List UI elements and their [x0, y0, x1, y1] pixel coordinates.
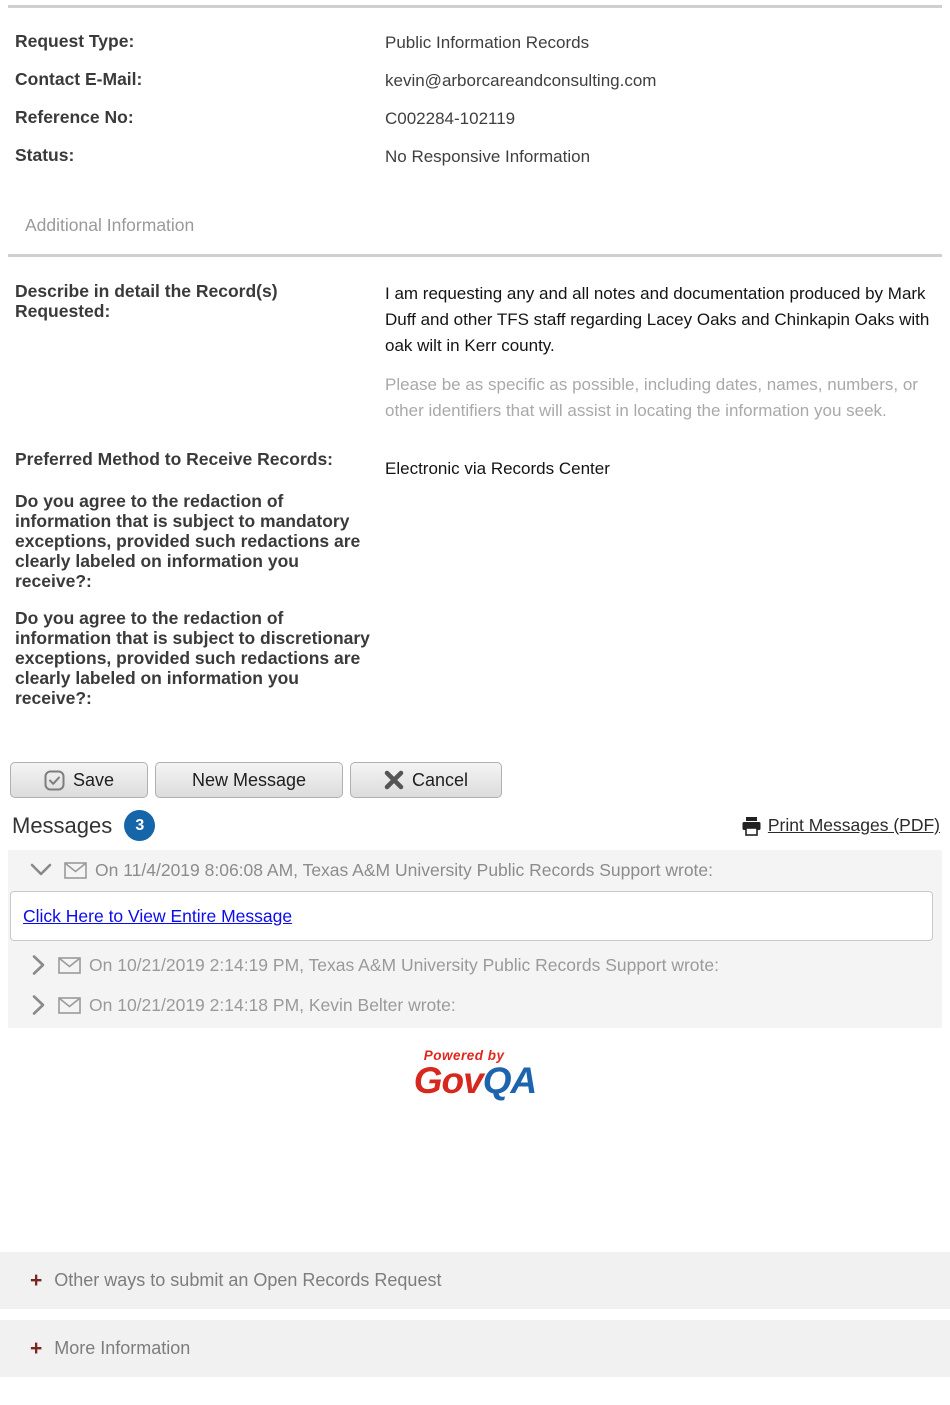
field-row-reference-no	[0, 107, 950, 145]
messages-panel	[8, 850, 942, 1028]
field-value: No Responsive Information	[385, 147, 591, 166]
request-details	[0, 281, 950, 708]
field-row-request-type	[0, 31, 950, 69]
message-header-text: On 10/21/2019 2:14:18 PM, Kevin Belter wrote:	[89, 994, 456, 1015]
message-body	[10, 891, 933, 941]
messages-title: Messages	[12, 812, 113, 838]
cancel-button[interactable]	[350, 762, 502, 798]
detail-row-redaction-discretionary	[0, 608, 950, 708]
describe-hint: Please be as specific as possible, including dates, names, numbers, or other identifiers that will assist in locating the information you seek.	[385, 375, 918, 420]
govqa-wordmark	[413, 1060, 537, 1101]
chevron-right-icon	[30, 994, 46, 1016]
additional-information-toggle[interactable]: Additional Information	[25, 215, 195, 235]
message-row-collapsed[interactable]	[8, 985, 942, 1025]
describe-value: I am requesting any and all notes and documentation produced by Mark Duff and other TFS staff regarding Lacey Oaks and Chinkapin Oaks with oak wilt in Kerr county.	[385, 284, 930, 355]
field-label: Status:	[15, 145, 75, 165]
govqa-logo	[414, 1048, 536, 1099]
action-toolbar	[0, 762, 950, 798]
preferred-method-value: Electronic via Records Center	[385, 459, 610, 478]
describe-label: Describe in detail the Record(s) Requested:	[15, 281, 278, 321]
envelope-icon	[58, 997, 81, 1014]
cancel-button-label: Cancel	[411, 769, 469, 790]
preferred-method-value-block	[370, 449, 950, 479]
save-button[interactable]	[10, 762, 148, 798]
printer-icon	[741, 816, 762, 836]
field-label: Reference No:	[15, 107, 134, 127]
print-messages-link[interactable]	[741, 815, 940, 836]
govqa-branding	[0, 1048, 950, 1099]
envelope-icon	[64, 862, 87, 879]
powered-by-text: Powered by	[423, 1048, 505, 1063]
detail-row-describe	[0, 281, 950, 424]
messages-count-badge: 3	[124, 810, 155, 841]
message-row-expanded[interactable]	[8, 850, 942, 890]
accordion-more-information[interactable]	[0, 1320, 950, 1377]
message-header-text: On 11/4/2019 8:06:08 AM, Texas A&M University Public Records Support wrote:	[95, 859, 714, 880]
request-detail-page	[0, 5, 950, 1377]
field-value: kevin@arborcareandconsulting.com	[385, 71, 657, 90]
plus-icon: +	[30, 1268, 43, 1292]
accordion-label: Other ways to submit an Open Records Request	[54, 1270, 442, 1290]
accordion-label: More Information	[54, 1338, 191, 1358]
print-messages-label: Print Messages (PDF)	[767, 815, 940, 835]
messages-header	[0, 810, 950, 841]
field-row-contact-email	[0, 69, 950, 107]
detail-row-redaction-mandatory	[0, 491, 950, 591]
field-value: Public Information Records	[385, 33, 590, 52]
gov-text: Gov	[413, 1060, 483, 1101]
accordion-other-ways[interactable]	[0, 1252, 950, 1309]
message-header-text: On 10/21/2019 2:14:19 PM, Texas A&M University Public Records Support wrote:	[89, 954, 719, 975]
detail-row-preferred-method	[0, 449, 950, 479]
view-entire-message-link[interactable]: Click Here to View Entire Message	[23, 905, 293, 926]
message-row-collapsed[interactable]	[8, 945, 942, 985]
field-label: Contact E-Mail:	[15, 69, 143, 89]
field-label: Request Type:	[15, 31, 135, 51]
chevron-right-icon	[30, 954, 46, 976]
redaction-discretionary-label: Do you agree to the redaction of information that is subject to discretionary exceptions, provided such redactions are clearly labeled on information you receive?:	[15, 608, 370, 708]
top-divider	[8, 5, 942, 8]
chevron-down-icon	[30, 862, 52, 878]
envelope-icon	[58, 957, 81, 974]
field-row-status	[0, 145, 950, 183]
preferred-method-label: Preferred Method to Receive Records:	[15, 449, 334, 469]
describe-value-block	[370, 281, 950, 424]
plus-icon: +	[30, 1336, 43, 1360]
section-divider	[8, 254, 942, 257]
field-value: C002284-102119	[385, 109, 516, 128]
new-message-button[interactable]	[155, 762, 343, 798]
request-summary	[0, 31, 950, 183]
check-icon	[44, 770, 65, 791]
qa-text: QA	[482, 1060, 537, 1101]
x-icon	[384, 770, 404, 790]
redaction-mandatory-label: Do you agree to the redaction of information that is subject to mandatory exceptions, provided such redactions are clearly labeled on information you receive?:	[15, 491, 361, 591]
footer-accordions	[0, 1252, 950, 1377]
save-button-label: Save	[72, 769, 115, 790]
new-message-button-label: New Message	[191, 769, 307, 790]
